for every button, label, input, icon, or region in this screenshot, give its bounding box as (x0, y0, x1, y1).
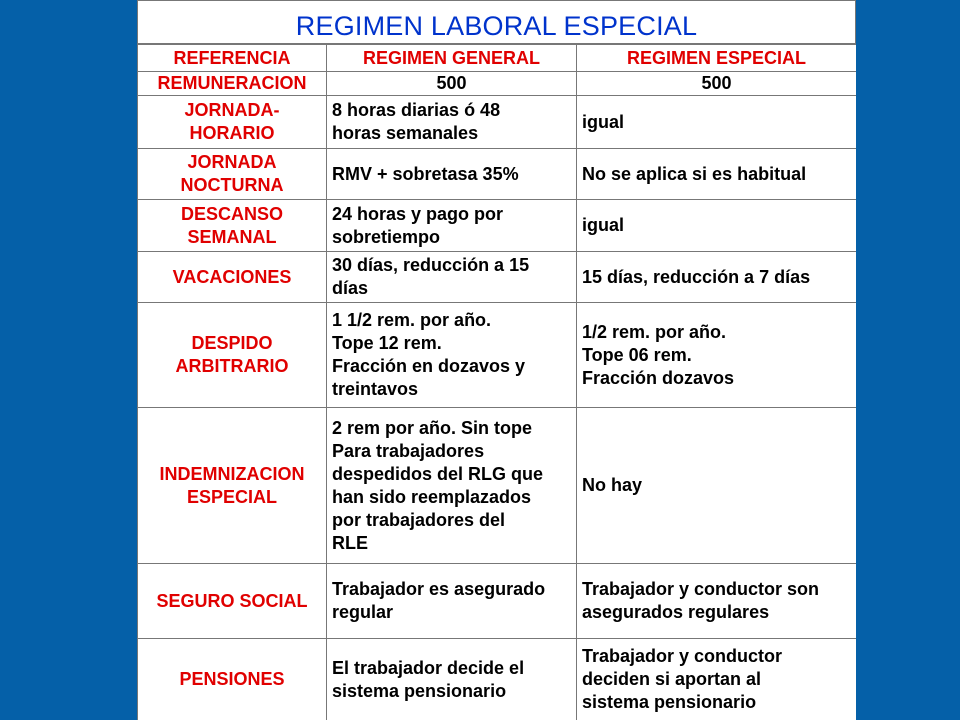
row-general-value: 1 1/2 rem. por año. Tope 12 rem. Fracción en dozavos y treintavos (327, 303, 577, 408)
row-general-value: 30 días, reducción a 15 días (327, 252, 577, 303)
row-general-value: 8 horas diarias ó 48 horas semanales (327, 96, 577, 149)
row-especial-value: igual (577, 200, 857, 252)
row-reference: DESPIDO ARBITRARIO (138, 303, 327, 408)
table-row (138, 149, 857, 200)
slide (137, 0, 856, 720)
table-row (138, 564, 857, 639)
row-general-value: El trabajador decide el sistema pensionario (327, 639, 577, 720)
row-general-value: RMV + sobretasa 35% (327, 149, 577, 200)
table-row (138, 303, 857, 408)
row-general-value: 24 horas y pago por sobretiempo (327, 200, 577, 252)
row-especial-value: 1/2 rem. por año. Tope 06 rem. Fracción dozavos (577, 303, 857, 408)
header-referencia: REFERENCIA (138, 45, 327, 72)
row-especial-value: igual (577, 96, 857, 149)
row-general-value: 500 (327, 72, 577, 96)
row-reference: JORNADA NOCTURNA (138, 149, 327, 200)
row-reference: DESCANSO SEMANAL (138, 200, 327, 252)
header-regimen-general: REGIMEN GENERAL (327, 45, 577, 72)
row-reference: JORNADA- HORARIO (138, 96, 327, 149)
table-row (138, 200, 857, 252)
header-row (138, 45, 857, 72)
row-reference: INDEMNIZACION ESPECIAL (138, 408, 327, 564)
row-especial-value: Trabajador y conductor deciden si aportan al sistema pensionario (577, 639, 857, 720)
comparison-table (137, 44, 856, 720)
table-row (138, 252, 857, 303)
row-especial-value: No hay (577, 408, 857, 564)
table-row (138, 408, 857, 564)
table-row (138, 72, 857, 96)
row-general-value: Trabajador es asegurado regular (327, 564, 577, 639)
header-regimen-especial: REGIMEN ESPECIAL (577, 45, 857, 72)
table-row (138, 639, 857, 720)
row-especial-value: Trabajador y conductor son asegurados regulares (577, 564, 857, 639)
row-especial-value: 15 días, reducción a 7 días (577, 252, 857, 303)
row-reference: SEGURO SOCIAL (138, 564, 327, 639)
row-reference: REMUNERACION (138, 72, 327, 96)
slide-title: REGIMEN LABORAL ESPECIAL (137, 0, 856, 44)
row-especial-value: 500 (577, 72, 857, 96)
row-general-value: 2 rem por año. Sin tope Para trabajadores despedidos del RLG que han sido reemplazados por trabajadores del RLE (327, 408, 577, 564)
row-reference: PENSIONES (138, 639, 327, 720)
table-row (138, 96, 857, 149)
row-reference: VACACIONES (138, 252, 327, 303)
row-especial-value: No se aplica si es habitual (577, 149, 857, 200)
